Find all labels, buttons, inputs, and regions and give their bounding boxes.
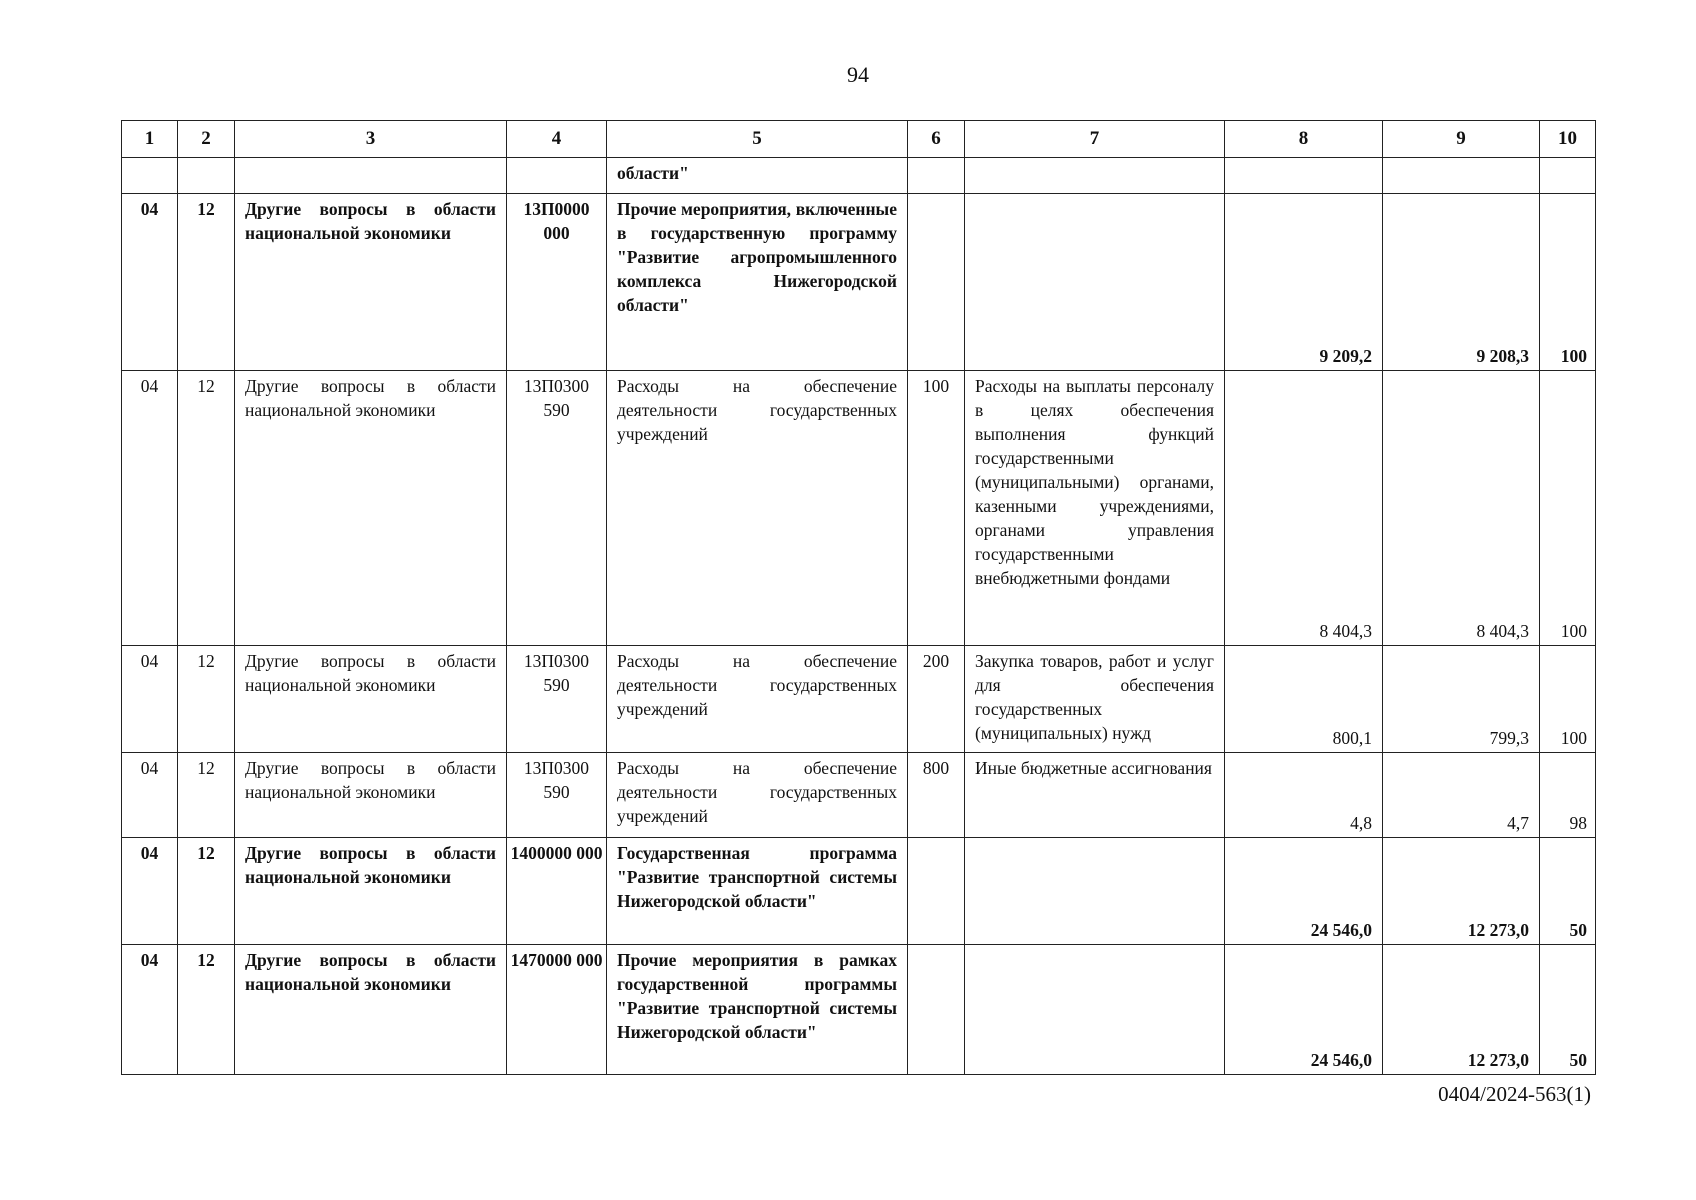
cell-expense-name: Иные бюджетные ассигнования: [965, 753, 1225, 838]
cell-executed: 12 273,0: [1383, 838, 1540, 945]
cell-target-name: Прочие мероприятия, включенные в государственную программу "Развитие агропромышленного комплекса Нижегородской области": [607, 194, 908, 371]
cell-section: 04: [122, 838, 178, 945]
column-header: 5: [607, 121, 908, 158]
cell-expense-type: [908, 838, 965, 945]
cell-executed: 799,3: [1383, 646, 1540, 753]
cell-planned: 4,8: [1225, 753, 1383, 838]
cell-planned: 24 546,0: [1225, 838, 1383, 945]
cell-subsection: [178, 158, 235, 194]
cell-target-name: Расходы на обеспечение деятельности государственных учреждений: [607, 753, 908, 838]
column-header: 10: [1540, 121, 1596, 158]
cell-expense-type: [908, 945, 965, 1075]
cell-planned: 8 404,3: [1225, 371, 1383, 646]
cell-percent: [1540, 158, 1596, 194]
cell-section-name: Другие вопросы в области национальной экономики: [235, 838, 507, 945]
cell-section: 04: [122, 371, 178, 646]
cell-target-code: 1470000 000: [507, 945, 607, 1075]
table-row: [122, 371, 1596, 646]
table-row: [122, 158, 1596, 194]
cell-executed: 4,7: [1383, 753, 1540, 838]
cell-expense-name: Расходы на выплаты персоналу в целях обеспечения выполнения функций государственными (муниципальными) органами, казенными учреждениями, органами управления государственными внебюджетными фондами: [965, 371, 1225, 646]
cell-subsection: 12: [178, 945, 235, 1075]
cell-section-name: Другие вопросы в области национальной экономики: [235, 753, 507, 838]
cell-planned: [1225, 158, 1383, 194]
page-number: 94: [847, 62, 869, 87]
cell-expense-name: Закупка товаров, работ и услуг для обеспечения государственных (муниципальных) нужд: [965, 646, 1225, 753]
cell-section: 04: [122, 945, 178, 1075]
cell-expense-type: 100: [908, 371, 965, 646]
cell-target-name: Государственная программа "Развитие транспортной системы Нижегородской области": [607, 838, 908, 945]
cell-target-name: области": [607, 158, 908, 194]
cell-section-name: Другие вопросы в области национальной экономики: [235, 945, 507, 1075]
cell-subsection: 12: [178, 646, 235, 753]
cell-percent: 100: [1540, 371, 1596, 646]
column-header: 6: [908, 121, 965, 158]
cell-expense-type: [908, 158, 965, 194]
table-row: [122, 838, 1596, 945]
cell-target-code: 1400000 000: [507, 838, 607, 945]
cell-executed: 12 273,0: [1383, 945, 1540, 1075]
budget-table: [121, 120, 1596, 1075]
cell-expense-name: [965, 838, 1225, 945]
column-header: 8: [1225, 121, 1383, 158]
table-row: [122, 646, 1596, 753]
table-row: [122, 194, 1596, 371]
cell-expense-type: [908, 194, 965, 371]
column-header: 9: [1383, 121, 1540, 158]
cell-target-code: 13П0000 000: [507, 194, 607, 371]
cell-target-code: 13П0300 590: [507, 753, 607, 838]
cell-target-name: Расходы на обеспечение деятельности государственных учреждений: [607, 371, 908, 646]
cell-executed: 8 404,3: [1383, 371, 1540, 646]
column-header: 3: [235, 121, 507, 158]
cell-percent: 50: [1540, 838, 1596, 945]
document-code: 0404/2024-563(1): [1438, 1082, 1591, 1106]
cell-executed: [1383, 158, 1540, 194]
cell-executed: 9 208,3: [1383, 194, 1540, 371]
header-row: [122, 121, 1596, 158]
cell-section: 04: [122, 753, 178, 838]
cell-percent: 50: [1540, 945, 1596, 1075]
column-header: 1: [122, 121, 178, 158]
cell-section: 04: [122, 646, 178, 753]
cell-target-code: 13П0300 590: [507, 371, 607, 646]
cell-section: 04: [122, 194, 178, 371]
cell-percent: 98: [1540, 753, 1596, 838]
cell-expense-type: 800: [908, 753, 965, 838]
cell-section-name: [235, 158, 507, 194]
column-header: 4: [507, 121, 607, 158]
cell-target-name: Расходы на обеспечение деятельности государственных учреждений: [607, 646, 908, 753]
cell-expense-name: [965, 158, 1225, 194]
cell-section-name: Другие вопросы в области национальной экономики: [235, 194, 507, 371]
table-row: [122, 753, 1596, 838]
cell-subsection: 12: [178, 753, 235, 838]
cell-subsection: 12: [178, 371, 235, 646]
cell-section-name: Другие вопросы в области национальной экономики: [235, 646, 507, 753]
cell-planned: 24 546,0: [1225, 945, 1383, 1075]
cell-section: [122, 158, 178, 194]
cell-planned: 9 209,2: [1225, 194, 1383, 371]
cell-subsection: 12: [178, 194, 235, 371]
cell-expense-name: [965, 945, 1225, 1075]
column-header: 7: [965, 121, 1225, 158]
cell-section-name: Другие вопросы в области национальной экономики: [235, 371, 507, 646]
cell-expense-name: [965, 194, 1225, 371]
cell-percent: 100: [1540, 194, 1596, 371]
column-header: 2: [178, 121, 235, 158]
table-row: [122, 945, 1596, 1075]
cell-expense-type: 200: [908, 646, 965, 753]
cell-subsection: 12: [178, 838, 235, 945]
cell-target-code: [507, 158, 607, 194]
cell-target-code: 13П0300 590: [507, 646, 607, 753]
cell-planned: 800,1: [1225, 646, 1383, 753]
cell-target-name: Прочие мероприятия в рамках государственной программы "Развитие транспортной системы Нижегородской области": [607, 945, 908, 1075]
cell-percent: 100: [1540, 646, 1596, 753]
